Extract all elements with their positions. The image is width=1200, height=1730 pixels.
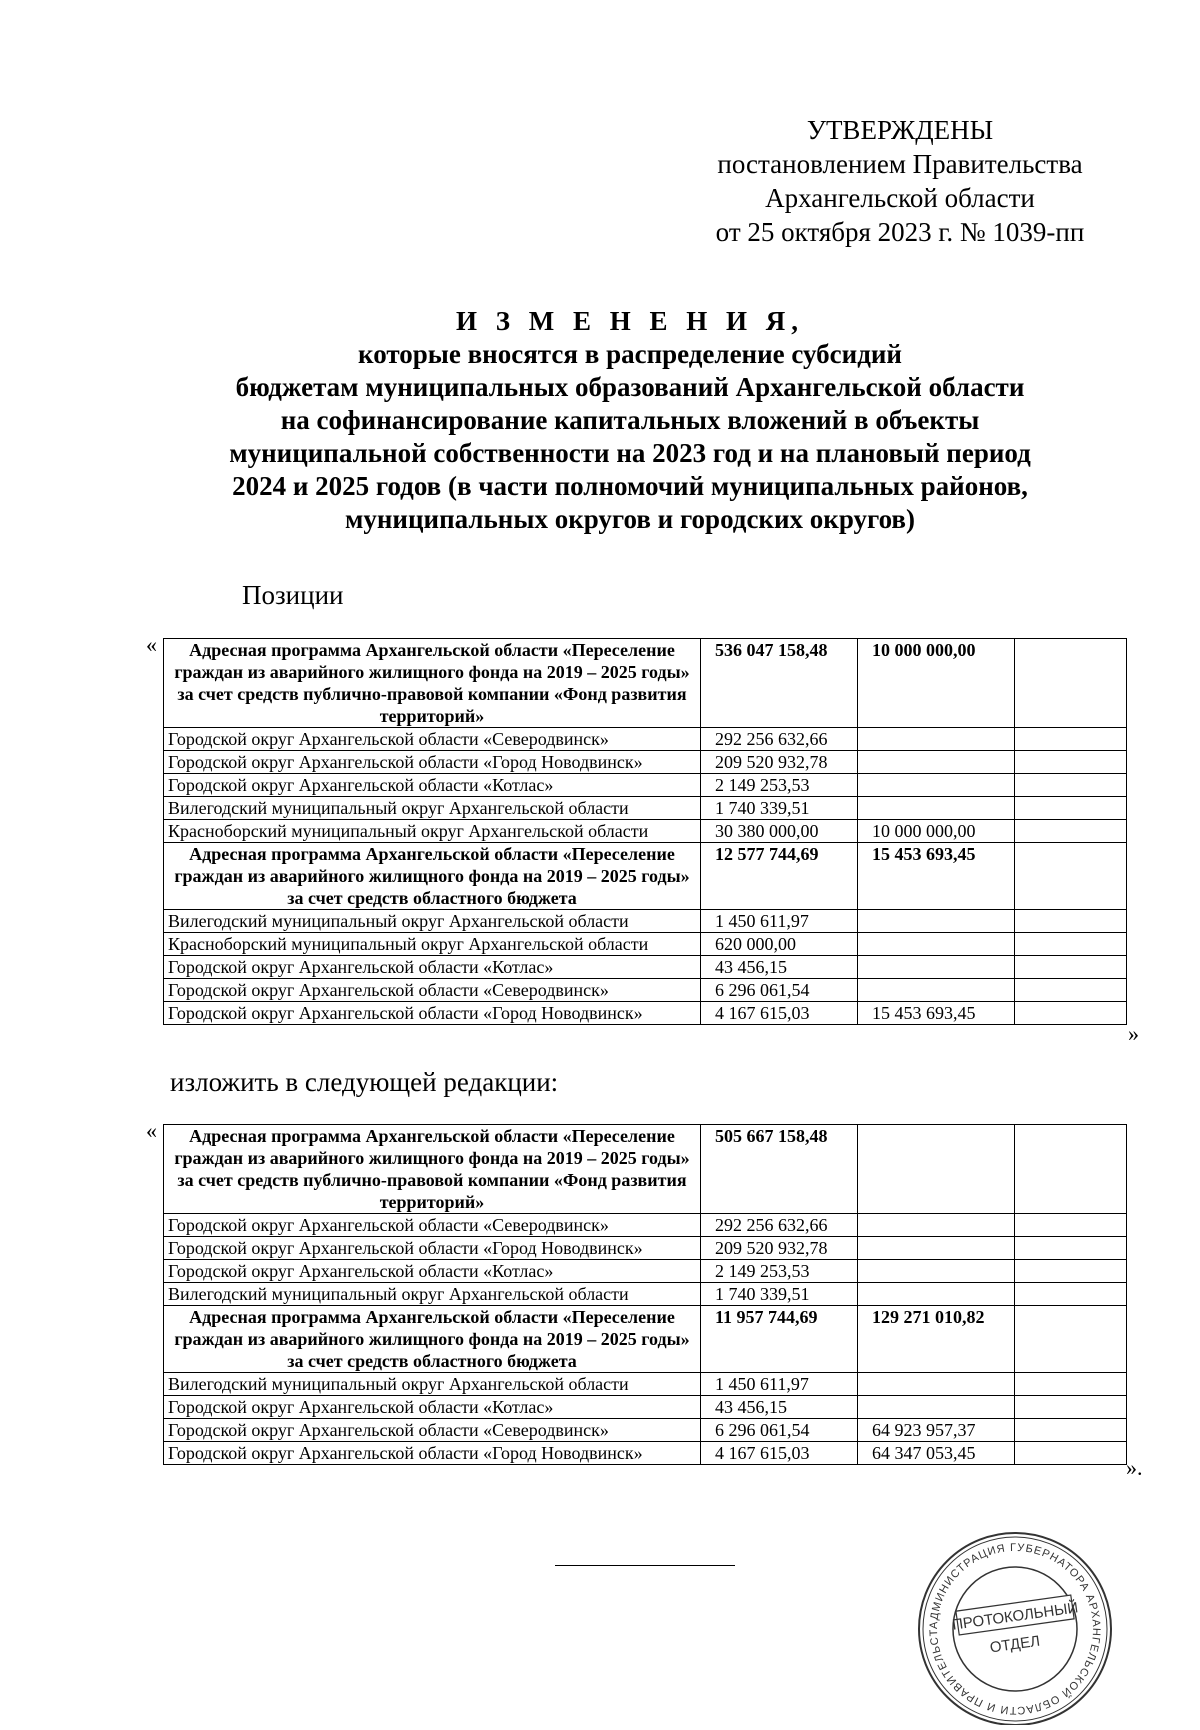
value-2025-cell — [1015, 956, 1127, 979]
municipality-row — [164, 1260, 1127, 1283]
title-line: которые вносятся в распределение субсидий — [358, 339, 902, 369]
stamp-center-line2: ОТДЕЛ — [988, 1632, 1042, 1657]
value-2024-cell — [858, 751, 1015, 774]
value-2024-cell — [858, 1260, 1015, 1283]
municipality-row — [164, 751, 1127, 774]
title-line: бюджетам муниципальных образований Архангельской области — [235, 372, 1025, 402]
municipality-row — [164, 1419, 1127, 1442]
value-2025-cell — [1015, 1125, 1127, 1214]
municipality-row — [164, 956, 1127, 979]
open-quote: « — [146, 1118, 157, 1143]
value-2023-cell: 209 520 932,78 — [701, 1237, 858, 1260]
value-2023-cell: 1 450 611,97 — [701, 1373, 858, 1396]
title-line: 2024 и 2025 годов (в части полномочий муниципальных районов, — [232, 471, 1028, 501]
municipality-row — [164, 1237, 1127, 1260]
value-2024-cell — [858, 1214, 1015, 1237]
signature-line — [555, 1565, 735, 1566]
stamp-center-line1: ПРОТОКОЛЬНЫЙ — [951, 1599, 1080, 1634]
value-2025-cell — [1015, 1214, 1127, 1237]
municipality-row — [164, 797, 1127, 820]
municipality-row — [164, 979, 1127, 1002]
value-2025-cell — [1015, 639, 1127, 728]
value-2023-cell: 2 149 253,53 — [701, 1260, 858, 1283]
municipality-row — [164, 774, 1127, 797]
row-name-cell: Городской округ Архангельской области «Город Новодвинск» — [164, 1002, 701, 1025]
row-name-cell: Городской округ Архангельской области «Северодвинск» — [164, 1419, 701, 1442]
municipality-row — [164, 1002, 1127, 1025]
value-2024-cell — [858, 728, 1015, 751]
value-2024-cell — [858, 1396, 1015, 1419]
close-quote: » — [1128, 1021, 1139, 1046]
value-2023-cell: 209 520 932,78 — [701, 751, 858, 774]
value-2023-cell: 1 450 611,97 — [701, 910, 858, 933]
value-2025-cell — [1015, 797, 1127, 820]
municipality-row — [164, 1396, 1127, 1419]
value-2023-cell: 2 149 253,53 — [701, 774, 858, 797]
row-name-cell: Городской округ Архангельской области «Северодвинск» — [164, 728, 701, 751]
value-2023-cell: 292 256 632,66 — [701, 1214, 858, 1237]
approval-line: постановлением Правительства — [717, 149, 1083, 179]
open-quote: « — [146, 632, 157, 657]
value-2023-cell: 4 167 615,03 — [701, 1442, 858, 1465]
value-2023-cell: 43 456,15 — [701, 956, 858, 979]
value-2024-cell: 15 453 693,45 — [858, 843, 1015, 910]
value-2023-cell: 12 577 744,69 — [701, 843, 858, 910]
row-name-cell: Красноборский муниципальный округ Архангельской области — [164, 820, 701, 843]
value-2023-cell: 43 456,15 — [701, 1396, 858, 1419]
title-heading: И З М Е Н Е Н И Я, — [455, 306, 804, 336]
row-name-cell: Городской округ Архангельской области «Город Новодвинск» — [164, 751, 701, 774]
value-2024-cell — [858, 1283, 1015, 1306]
value-2023-cell: 620 000,00 — [701, 933, 858, 956]
value-2023-cell: 1 740 339,51 — [701, 1283, 858, 1306]
value-2024-cell — [858, 979, 1015, 1002]
title-line: на софинансирование капитальных вложений в объекты — [280, 405, 980, 435]
value-2025-cell — [1015, 1260, 1127, 1283]
value-2023-cell: 4 167 615,03 — [701, 1002, 858, 1025]
old-positions-table — [163, 638, 1127, 1025]
row-name-cell: Вилегодский муниципальный округ Архангельской области — [164, 910, 701, 933]
value-2024-cell: 64 923 957,37 — [858, 1419, 1015, 1442]
municipality-row — [164, 728, 1127, 751]
value-2024-cell — [858, 774, 1015, 797]
value-2024-cell: 10 000 000,00 — [858, 639, 1015, 728]
value-2023-cell: 292 256 632,66 — [701, 728, 858, 751]
program-total-row — [164, 1125, 1127, 1214]
value-2024-cell — [858, 1237, 1015, 1260]
value-2025-cell — [1015, 979, 1127, 1002]
value-2025-cell — [1015, 1002, 1127, 1025]
value-2025-cell — [1015, 933, 1127, 956]
row-name-cell: Городской округ Архангельской области «Котлас» — [164, 1396, 701, 1419]
approval-heading: УТВЕРЖДЕНЫ — [806, 115, 994, 145]
value-2025-cell — [1015, 751, 1127, 774]
replace-label: изложить в следующей редакции: — [170, 1067, 559, 1097]
value-2025-cell — [1015, 1373, 1127, 1396]
stamp-seal — [905, 1525, 1125, 1725]
approval-date-number: от 25 октября 2023 г. № 1039-пп — [715, 217, 1085, 247]
municipality-row — [164, 1373, 1127, 1396]
row-name-cell: Городской округ Архангельской области «Северодвинск» — [164, 979, 701, 1002]
municipality-row — [164, 1283, 1127, 1306]
value-2023-cell: 505 667 158,48 — [701, 1125, 858, 1214]
value-2025-cell — [1015, 820, 1127, 843]
value-2024-cell: 129 271 010,82 — [858, 1306, 1015, 1373]
row-name-cell: Красноборский муниципальный округ Архангельской области — [164, 933, 701, 956]
value-2025-cell — [1015, 1442, 1127, 1465]
municipality-row — [164, 1214, 1127, 1237]
close-quote: ». — [1126, 1455, 1143, 1480]
value-2024-cell — [858, 1125, 1015, 1214]
municipality-row — [164, 1442, 1127, 1465]
positions-label: Позиции — [242, 580, 344, 610]
title-line: муниципальной собственности на 2023 год и на плановый период — [229, 438, 1031, 468]
official-stamp — [905, 1525, 1125, 1717]
municipality-row — [164, 820, 1127, 843]
program-total-row — [164, 1306, 1127, 1373]
table-body — [164, 639, 1127, 1025]
title-line: муниципальных округов и городских округов) — [344, 504, 916, 534]
value-2025-cell — [1015, 1396, 1127, 1419]
municipality-row — [164, 933, 1127, 956]
value-2023-cell: 6 296 061,54 — [701, 1419, 858, 1442]
value-2024-cell: 15 453 693,45 — [858, 1002, 1015, 1025]
value-2024-cell: 10 000 000,00 — [858, 820, 1015, 843]
row-name-cell: Адресная программа Архангельской области «Переселение граждан из аварийного жилищного фонда на 2019 – 2025 годы» за счет средств областного бюджета — [164, 843, 701, 910]
row-name-cell: Адресная программа Архангельской области «Переселение граждан из аварийного жилищного фонда на 2019 – 2025 годы» за счет средств публично-правовой компании «Фонд развития территорий» — [164, 639, 701, 728]
value-2025-cell — [1015, 774, 1127, 797]
row-name-cell: Адресная программа Архангельской области «Переселение граждан из аварийного жилищного фонда на 2019 – 2025 годы» за счет средств областного бюджета — [164, 1306, 701, 1373]
value-2024-cell — [858, 1373, 1015, 1396]
value-2025-cell — [1015, 843, 1127, 910]
row-name-cell: Городской округ Архангельской области «Котлас» — [164, 774, 701, 797]
row-name-cell: Городской округ Архангельской области «Северодвинск» — [164, 1214, 701, 1237]
value-2024-cell: 64 347 053,45 — [858, 1442, 1015, 1465]
value-2024-cell — [858, 933, 1015, 956]
value-2025-cell — [1015, 1306, 1127, 1373]
value-2024-cell — [858, 797, 1015, 820]
value-2025-cell — [1015, 1237, 1127, 1260]
value-2024-cell — [858, 956, 1015, 979]
row-name-cell: Вилегодский муниципальный округ Архангельской области — [164, 1283, 701, 1306]
approval-line: Архангельской области — [765, 183, 1035, 213]
row-name-cell: Вилегодский муниципальный округ Архангельской области — [164, 797, 701, 820]
value-2025-cell — [1015, 728, 1127, 751]
row-name-cell: Вилегодский муниципальный округ Архангельской области — [164, 1373, 701, 1396]
row-name-cell: Городской округ Архангельской области «Котлас» — [164, 1260, 701, 1283]
row-name-cell: Городской округ Архангельской области «Котлас» — [164, 956, 701, 979]
value-2023-cell: 11 957 744,69 — [701, 1306, 858, 1373]
value-2024-cell — [858, 910, 1015, 933]
municipality-row — [164, 910, 1127, 933]
value-2025-cell — [1015, 910, 1127, 933]
value-2023-cell: 30 380 000,00 — [701, 820, 858, 843]
row-name-cell: Городской округ Архангельской области «Город Новодвинск» — [164, 1237, 701, 1260]
program-total-row — [164, 843, 1127, 910]
document-title — [150, 305, 1110, 536]
stamp-ring-text: АДМИНИСТРАЦИЯ ГУБЕРНАТОРА АРХАНГЕЛЬСКОЙ ОБЛАСТИ И ПРАВИТЕЛЬСТ — [927, 1541, 1103, 1717]
value-2023-cell: 1 740 339,51 — [701, 797, 858, 820]
value-2023-cell: 536 047 158,48 — [701, 639, 858, 728]
program-total-row — [164, 639, 1127, 728]
row-name-cell: Адресная программа Архангельской области «Переселение граждан из аварийного жилищного фонда на 2019 – 2025 годы» за счет средств публично-правовой компании «Фонд развития территорий» — [164, 1125, 701, 1214]
new-positions-table — [163, 1124, 1127, 1465]
table-body — [164, 1125, 1127, 1465]
approval-block — [700, 113, 1100, 249]
row-name-cell: Городской округ Архангельской области «Город Новодвинск» — [164, 1442, 701, 1465]
value-2025-cell — [1015, 1419, 1127, 1442]
value-2023-cell: 6 296 061,54 — [701, 979, 858, 1002]
value-2025-cell — [1015, 1283, 1127, 1306]
